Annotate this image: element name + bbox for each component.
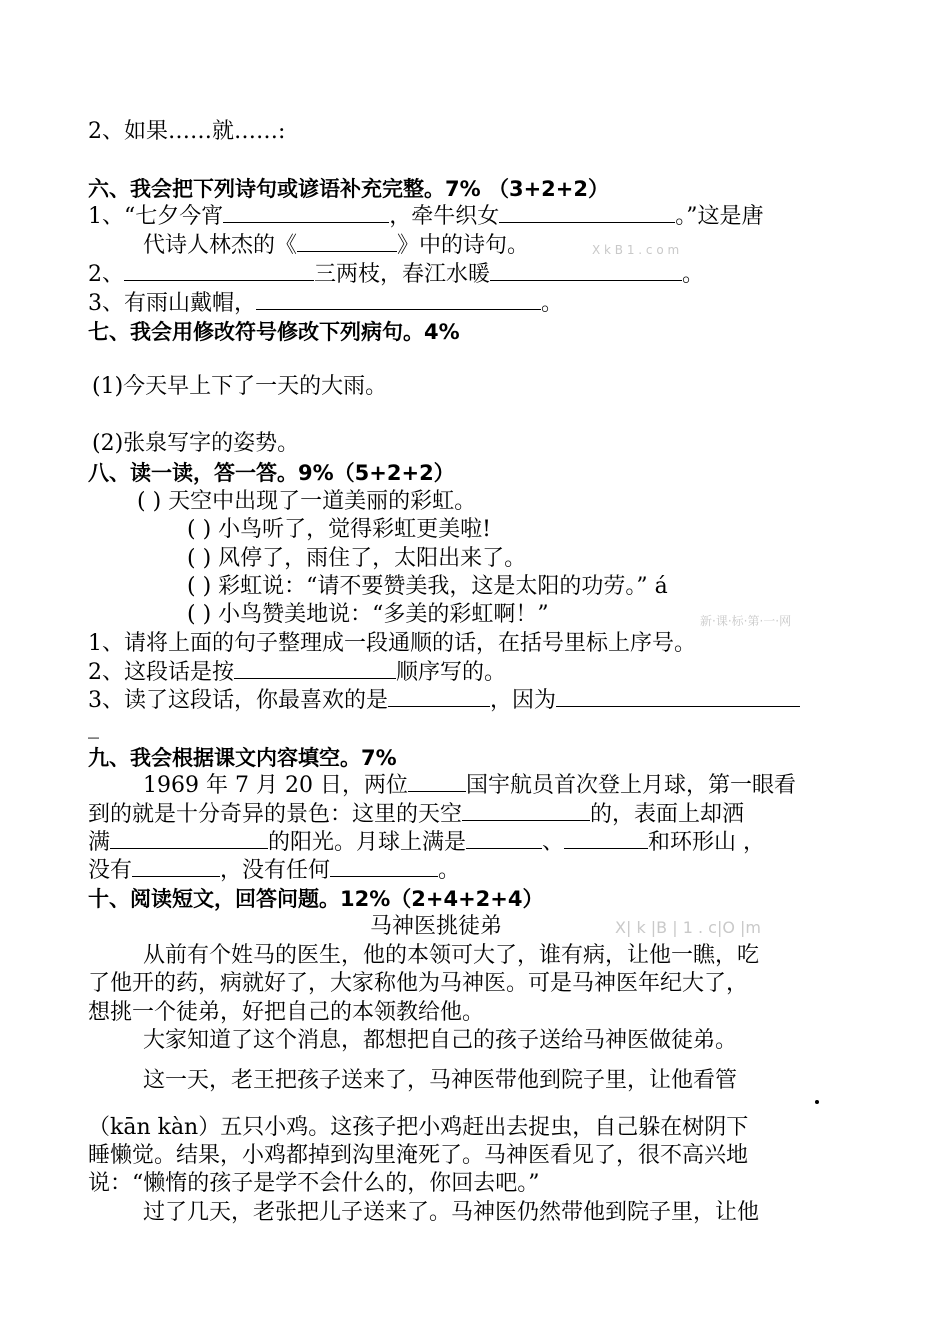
section-9-title: 九、我会根据课文内容填空。7% — [88, 746, 397, 770]
section-7-sentence-1: (1)今天早上下了一天的大雨。 — [92, 374, 388, 399]
text: 和环形山 ， — [648, 830, 766, 855]
watermark: X k B 1 . c o m — [592, 243, 680, 257]
text: 的，表面上却洒 — [590, 802, 745, 827]
section-6-item-3 — [88, 289, 563, 319]
watermark: 新·课·标·第·一·网 — [700, 614, 792, 628]
answer-blank — [256, 289, 541, 310]
text: 》中的诗句。 — [397, 233, 530, 258]
emphasis-dot — [815, 1100, 819, 1104]
answer-blank — [499, 202, 675, 223]
story-paragraph-line: 睡懒觉。结果，小鸡都掉到沟里淹死了。马神医看见了，很不高兴地 — [88, 1143, 749, 1168]
text: 。 — [541, 291, 564, 316]
answer-blank — [564, 828, 648, 849]
section-8-question-3 — [88, 686, 800, 716]
text: 3、读了这段话，你最喜欢的是 — [88, 688, 388, 713]
section-9-line-2 — [88, 800, 744, 830]
text: ，牵牛织女 — [389, 204, 500, 229]
section-6-item-2 — [88, 260, 704, 290]
answer-blank — [388, 686, 490, 707]
text: ，因为 — [490, 688, 557, 713]
text: 2、这段话是按 — [88, 660, 234, 685]
section-9-line-3 — [88, 828, 765, 858]
text: 。 — [682, 262, 705, 287]
story-title: 马神医挑徒弟 — [370, 914, 503, 939]
answer-blank — [234, 658, 396, 679]
section-6-item-1-line-1 — [88, 202, 764, 232]
section-8-title: 八、读一读，答一答。9%（5+2+2） — [88, 461, 455, 485]
section-9-line-4 — [88, 856, 460, 886]
question-5-2: 2、如果……就……: — [88, 119, 286, 144]
answer-blank — [223, 202, 389, 223]
order-item-3: ( ) 风停了，雨住了，太阳出来了。 — [187, 546, 527, 571]
answer-blank — [297, 231, 397, 252]
watermark: X| k |B | 1 . c|O |m — [615, 918, 761, 937]
answer-blank — [124, 260, 314, 281]
text: 代诗人林杰的《 — [143, 233, 298, 258]
order-item-1: ( ) 天空中出现了一道美丽的彩虹。 — [137, 489, 477, 514]
section-7-title: 七、我会用修改符号修改下列病句。4% — [88, 320, 460, 344]
text: 顺序写的。 — [396, 660, 507, 685]
text: 。 — [438, 858, 461, 883]
text: 。”这是唐 — [675, 204, 764, 229]
text: 的阳光。月球上满是 — [268, 830, 467, 855]
section-9-line-1 — [143, 771, 796, 801]
text: 没有 — [88, 858, 133, 883]
text: 满 — [88, 830, 111, 855]
story-paragraph-line: 这一天，老王把孩子送来了，马神医带他到院子里，让他看管 — [143, 1068, 738, 1093]
text: 到的就是十分奇异的景色：这里的天空 — [88, 802, 463, 827]
text: 1、“七夕今宵 — [88, 204, 224, 229]
answer-blank — [556, 686, 800, 707]
underscore-mark: _ — [88, 714, 99, 739]
story-paragraph-line: 说：“懒惰的孩子是学不会什么的，你回去吧。” — [88, 1171, 540, 1196]
story-paragraph-line: 过了几天，老张把儿子送来了。马神医仍然带他到院子里，让他 — [143, 1200, 760, 1225]
text: ，没有任何 — [220, 858, 331, 883]
answer-blank — [132, 856, 220, 877]
answer-blank — [330, 856, 438, 877]
answer-blank — [466, 828, 542, 849]
answer-blank — [408, 771, 466, 792]
answer-blank — [490, 260, 682, 281]
text: 三两枝，春江水暖 — [314, 262, 491, 287]
text: 3、有雨山戴帽， — [88, 291, 256, 316]
section-7-sentence-2: (2)张泉写字的姿势。 — [92, 431, 300, 456]
text: 、 — [542, 830, 565, 855]
story-paragraph-line: 从前有个姓马的医生，他的本领可大了，谁有病，让他一瞧，吃 — [143, 943, 760, 968]
text: 2、 — [88, 262, 124, 287]
order-item-4: ( ) 彩虹说：“请不要赞美我，这是太阳的功劳。” á — [187, 574, 668, 599]
order-item-2: ( ) 小鸟听了，觉得彩虹更美啦! — [187, 517, 491, 542]
answer-blank — [110, 828, 268, 849]
section-6-item-1-line-2 — [143, 231, 529, 261]
answer-blank — [462, 800, 590, 821]
text: 国宇航员首次登上月球，第一眼看 — [465, 773, 796, 798]
section-10-title: 十、阅读短文，回答问题。12%（2+4+2+4） — [88, 887, 544, 911]
story-paragraph-line: 大家知道了这个消息，都想把自己的孩子送给马神医做徒弟。 — [143, 1028, 738, 1053]
section-8-question-2 — [88, 658, 506, 688]
story-paragraph-line: 想挑一个徒弟，好把自己的本领教给他。 — [88, 1000, 485, 1025]
section-6-title: 六、我会把下列诗句或谚语补充完整。7% （3+2+2） — [88, 177, 609, 201]
text: 1969 年 7 月 20 日，两位 — [143, 773, 408, 798]
order-item-5: ( ) 小鸟赞美地说：“多美的彩虹啊！” — [187, 602, 549, 627]
story-paragraph-line: 了他开的药，病就好了，大家称他为马神医。可是马神医年纪大了， — [88, 971, 749, 996]
story-paragraph-line: （kān kàn）五只小鸡。这孩子把小鸡赶出去捉虫，自己躲在树阴下 — [88, 1115, 749, 1140]
section-8-question-1: 1、请将上面的句子整理成一段通顺的话，在括号里标上序号。 — [88, 631, 696, 656]
